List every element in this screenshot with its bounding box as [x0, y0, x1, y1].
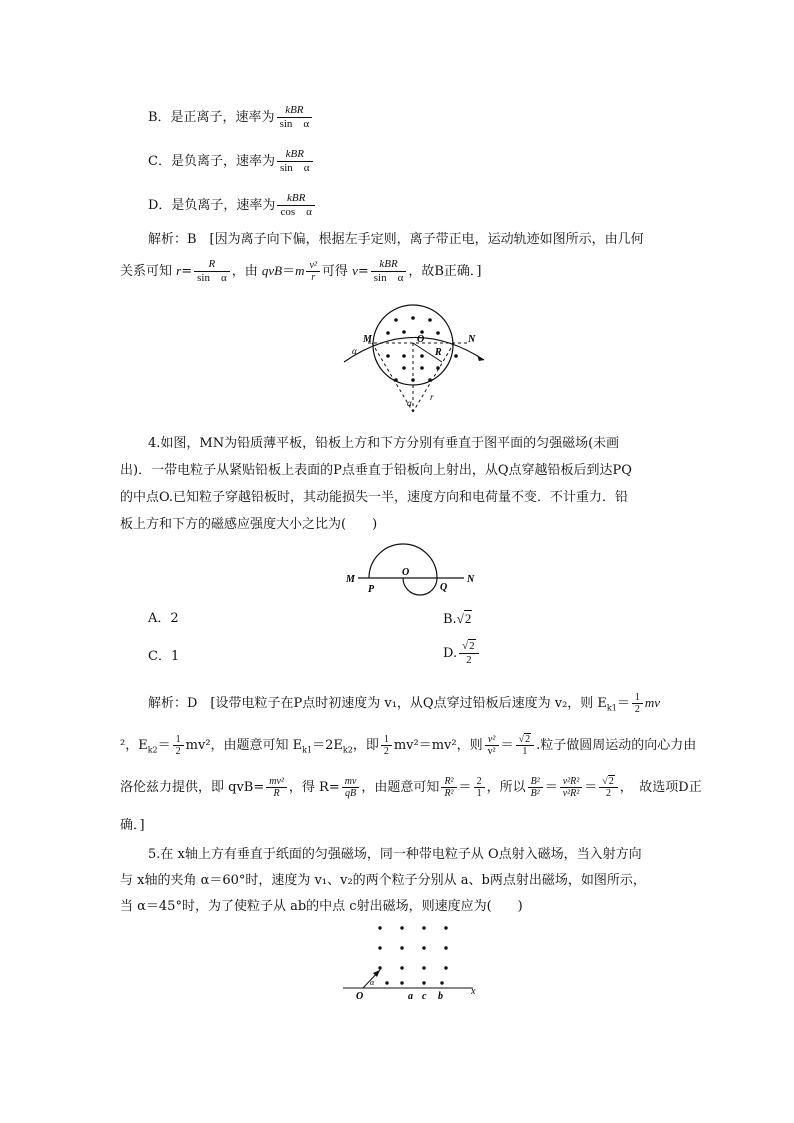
text: .粒子做圆周运动的向心力由 — [536, 738, 697, 753]
q4-solution-line-1 — [148, 692, 660, 718]
fraction-denominator: B² — [530, 788, 540, 799]
fraction — [381, 734, 392, 757]
label-alpha-1: α — [352, 346, 357, 356]
q4-line-4: 板上方和下方的磁感应强度大小之比为( ) — [120, 517, 378, 532]
text: 可得 — [321, 264, 353, 279]
fraction — [342, 776, 360, 799]
fraction-numerator: √2 — [599, 776, 618, 788]
radicand: 2 — [608, 776, 614, 787]
fraction — [632, 692, 643, 715]
subscript: k1 — [606, 703, 617, 713]
text: mv²，由题意可知 E — [185, 738, 303, 753]
fraction-denominator: 2 — [175, 746, 181, 757]
label-x: x — [471, 986, 476, 997]
q4-option-d — [443, 640, 481, 667]
fraction-numerator: v²R² — [560, 776, 583, 788]
fraction-denominator: 2 — [606, 788, 612, 799]
label-M: M — [363, 334, 372, 345]
fraction-numerator: kBR — [277, 104, 313, 118]
radicand: 2 — [525, 734, 531, 745]
q5-line-3: 当 α＝45°时，为了使粒子从 ab的中点 c射出磁场，则速度应为( ) — [120, 899, 523, 914]
q5-line-2: 与 x轴的夹角 α＝60°时，速度为 v₁、v₂的两个粒子分别从 a、b两点射出磁场，如图所示， — [120, 873, 646, 888]
label-Q: Q — [440, 582, 448, 593]
fraction-numerator: mv² — [266, 776, 287, 788]
label-R: R — [435, 347, 442, 358]
arrowhead-icon — [477, 355, 484, 361]
fraction-numerator: kBR — [277, 192, 314, 206]
q4-option-a: A．2 — [148, 611, 179, 626]
fraction-denominator: v² — [487, 746, 496, 757]
fraction-denominator: sin α — [279, 162, 310, 174]
fraction-denominator: sin α — [373, 272, 404, 284]
text: 洛伦兹力提供，即 qvB= — [120, 780, 265, 795]
label-alpha-2: α — [407, 398, 412, 408]
q4-solution-line-4: 确．] — [120, 818, 145, 833]
q4-line-2: 出)．一带电粒子从紧贴铅板上表面的P点垂直于铅板向上射出，从Q点穿越铅板后到达PQ — [120, 463, 632, 478]
fraction-numerator: 2 — [474, 776, 485, 788]
equals: ＝ — [157, 738, 171, 753]
option-d — [148, 192, 317, 219]
fraction — [173, 734, 184, 757]
equals: = — [181, 264, 193, 279]
fraction-denominator: 1 — [476, 788, 482, 799]
fraction-denominator: sin α — [197, 272, 227, 284]
fraction-numerator: v² — [485, 734, 499, 746]
symbol-m: m — [295, 263, 305, 278]
figure-circle-trajectory — [338, 300, 488, 420]
text: ，由题意可知 — [361, 780, 440, 795]
text: ²，E — [120, 738, 148, 753]
q4-option-b — [443, 610, 472, 629]
fraction — [560, 776, 583, 799]
q3-solution-line-2 — [120, 258, 482, 285]
fraction-numerator: v² — [306, 260, 319, 272]
fraction — [306, 260, 319, 283]
label-alpha: α — [370, 978, 375, 987]
fraction-numerator: √2 — [516, 734, 535, 746]
option-d-prefix: D. — [443, 646, 458, 661]
fraction — [441, 776, 456, 799]
option-b-fraction — [277, 104, 313, 131]
text: ，所以 — [486, 780, 526, 795]
text: 关系可知 — [120, 264, 177, 279]
fraction-denominator: 2 — [383, 746, 389, 757]
q5-line-1: 5.在 x轴上方有垂直于纸面的匀强磁场，同一种带电粒子从 O点射入磁场，当入射方向 — [148, 847, 642, 862]
fraction — [266, 776, 287, 799]
equals: ＝ — [616, 696, 630, 711]
subscript: k1 — [302, 745, 313, 755]
symbol-r: r — [176, 263, 182, 278]
text: ，由 — [231, 264, 262, 279]
q4-solution-line-2 — [120, 734, 696, 760]
label-P: P — [368, 584, 375, 595]
figure-lead-plate — [340, 540, 480, 610]
option-c — [148, 148, 315, 175]
option-b — [148, 104, 314, 131]
equals: ＝ — [458, 780, 472, 795]
text: ＝2E — [312, 738, 343, 753]
option-b-text: B．是正离子，速率为 — [148, 110, 275, 125]
fraction-denominator: 2 — [634, 704, 640, 715]
equals: ＝ — [544, 780, 558, 795]
fraction — [194, 258, 230, 285]
text: 解析：D [设带电粒子在P点时初速度为 v₁，从Q点穿过铅板后速度为 v₂，则 E — [148, 696, 607, 711]
field-dots — [378, 926, 447, 984]
q3-solution-line-1: 解析：B [因为离子向下偏，根据左手定则，离子带正电，运动轨迹如图所示，由几何 — [148, 232, 644, 247]
q4-option-c: C．1 — [148, 649, 180, 664]
label-N: N — [468, 334, 476, 345]
sqrt: √2 — [456, 611, 472, 626]
equals: ＝ — [584, 780, 598, 795]
fraction-denominator: sin α — [279, 118, 310, 130]
text: ， 故选项D正 — [619, 780, 702, 795]
fraction — [516, 734, 535, 757]
text: ，即 — [352, 738, 379, 753]
equals: ＝ — [282, 264, 296, 279]
symbol-v: v — [352, 263, 358, 278]
fraction — [528, 776, 543, 799]
fraction-numerator: 1 — [632, 692, 643, 704]
equals: ＝ — [500, 738, 514, 753]
label-c: c — [422, 991, 427, 1002]
fraction-numerator: kBR — [277, 148, 313, 162]
option-c-text: C．是负离子，速率为 — [148, 154, 275, 169]
text: ，故B正确．] — [408, 264, 482, 279]
q4-line-3: 的中点O.已知粒子穿越铅板时，其动能损失一半，速度方向和电荷量不变．不计重力．铅 — [120, 490, 629, 505]
fraction-numerator: R² — [441, 776, 456, 788]
fraction-denominator: 1 — [522, 746, 528, 757]
subscript: k2 — [342, 745, 353, 755]
fraction-numerator: √2 — [459, 640, 479, 654]
fraction-numerator: R — [194, 258, 230, 272]
label-O: O — [356, 991, 364, 1002]
label-b: b — [438, 991, 443, 1002]
radicand: 2 — [464, 611, 472, 626]
fraction — [485, 734, 499, 757]
equals: = — [357, 264, 369, 279]
fraction — [599, 776, 618, 799]
option-d-fraction — [277, 192, 314, 219]
radicand: 2 — [469, 640, 475, 652]
fraction-denominator: v²R² — [562, 788, 580, 799]
option-d-text: D．是负离子，速率为 — [148, 198, 276, 213]
lower-semicircle — [403, 578, 437, 595]
q4-line-1: 4.如图，MN为铅质薄平板，铅板上方和下方分别有垂直于图平面的匀强磁场(未画 — [148, 436, 620, 451]
label-N: N — [467, 574, 475, 585]
fraction — [459, 640, 479, 667]
fraction — [474, 776, 485, 799]
option-b-prefix: B. — [443, 612, 457, 627]
fraction-denominator: cos α — [280, 206, 312, 218]
label-O: O — [402, 567, 410, 578]
figure-x-axis-field — [335, 918, 485, 1003]
text: mv²＝mv²，则 — [393, 738, 483, 753]
fraction — [371, 258, 407, 285]
fraction-denominator: r — [311, 272, 316, 283]
fraction-numerator: 1 — [381, 734, 392, 746]
label-a: a — [408, 991, 413, 1002]
fraction-denominator: qB — [345, 788, 357, 799]
fraction-numerator: 1 — [173, 734, 184, 746]
q4-solution-line-3 — [120, 776, 702, 799]
fraction-numerator: B² — [528, 776, 543, 788]
label-r: r — [430, 392, 434, 402]
text: ，得 R= — [288, 780, 340, 795]
fraction-denominator: R — [273, 788, 280, 799]
fraction-denominator: 2 — [466, 654, 472, 666]
fraction-numerator: mv — [342, 776, 360, 788]
option-c-fraction — [277, 148, 313, 175]
subscript: k2 — [147, 745, 158, 755]
text: mv — [644, 695, 661, 710]
symbol-qvb: qvB — [261, 263, 283, 278]
fraction-numerator: kBR — [371, 258, 407, 272]
fraction-denominator: R² — [444, 788, 454, 799]
label-O: O — [417, 334, 425, 345]
label-M: M — [346, 574, 355, 585]
